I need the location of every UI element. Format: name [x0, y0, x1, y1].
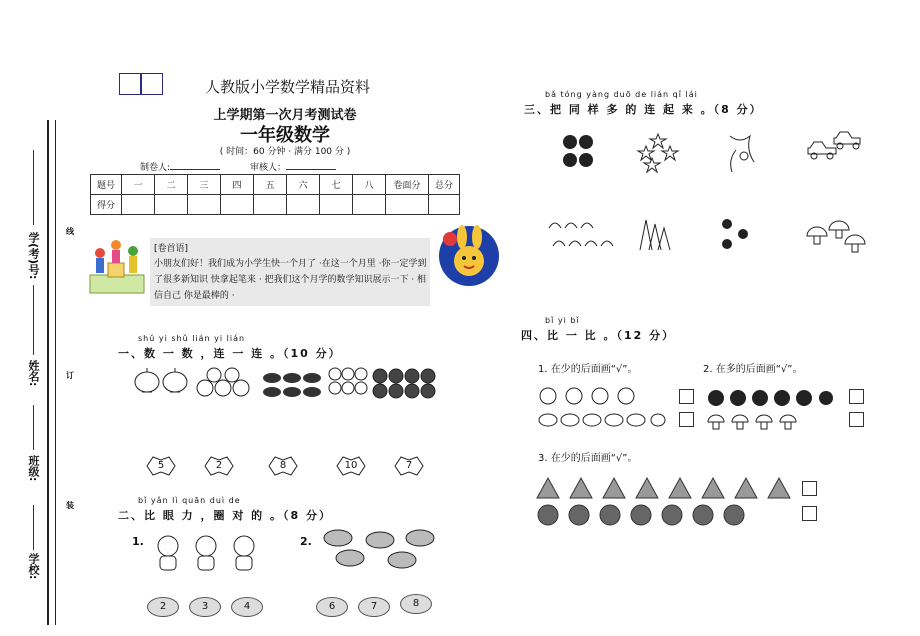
choice-oval-2[interactable]: 2	[147, 597, 179, 617]
section2-question-2: 2.	[300, 535, 312, 548]
children-illustration	[88, 233, 146, 295]
score-cell[interactable]	[122, 195, 155, 215]
binding-char-xian: 线	[66, 227, 74, 236]
reviewer-blank[interactable]	[286, 169, 336, 170]
makers-line	[140, 160, 366, 173]
site-title: 人教版小学数学精品资料	[205, 78, 371, 96]
score-header-cell: 总分	[429, 175, 460, 195]
class-label: 班级:	[27, 455, 40, 482]
seal-boxes	[119, 73, 163, 95]
triangle-circle-rows	[536, 476, 796, 528]
reviewer-label: 审核人：	[250, 163, 287, 173]
section2-pinyin: bǐ yǎn lì quān duì de	[138, 496, 241, 505]
score-header-cell: 卷面分	[386, 175, 429, 195]
score-cell[interactable]	[188, 195, 221, 215]
section3-title: 三、把 同 样 多 的 连 起 来 。（8 分）	[524, 103, 763, 116]
section1-picture-row	[130, 366, 470, 400]
section4-title: 四、比 一 比 。（12 分）	[521, 329, 676, 342]
score-cell[interactable]	[155, 195, 188, 215]
maker-label: 制卷人:	[140, 163, 171, 173]
score-header-cell: 七	[320, 175, 353, 195]
score-cell[interactable]	[386, 195, 429, 215]
number-card-8: 8	[279, 460, 287, 471]
score-cell[interactable]	[221, 195, 254, 215]
section1-pinyin: shǔ yi shǔ lián yi lián	[138, 334, 246, 343]
apple-group	[197, 368, 249, 396]
lantern-group	[135, 368, 187, 392]
binding-char-zhuang: 装	[66, 501, 74, 510]
score-table	[90, 174, 460, 215]
exam-title: 上学期第一次月考测试卷	[213, 108, 357, 123]
section2-title: 二、比 眼 力 ，圈 对 的 。（8 分）	[118, 509, 332, 522]
choice-oval-6[interactable]: 6	[316, 597, 348, 617]
choice-oval-8[interactable]: 8	[400, 594, 432, 614]
name-line	[33, 285, 34, 355]
score-cell[interactable]	[254, 195, 287, 215]
choice-oval-4[interactable]: 4	[231, 597, 263, 617]
number-card-10: 10	[344, 460, 358, 471]
rabbit-mascot-illustration	[438, 225, 500, 287]
answer-box-1b[interactable]	[679, 412, 694, 427]
answer-box-2b[interactable]	[849, 412, 864, 427]
section3-top-row	[560, 130, 880, 174]
score-header-cell: 五	[254, 175, 287, 195]
fish-group	[263, 373, 321, 397]
answer-box-1a[interactable]	[679, 389, 694, 404]
number-card-2: 2	[215, 460, 223, 471]
exam-note: ( 时间：60 分钟 · 满分 100 分 )	[219, 147, 351, 157]
section3-pinyin: bǎ tóng yàng duō de lián qǐ lái	[545, 90, 698, 99]
binding-char-ding: 订	[66, 371, 74, 380]
score-cell[interactable]	[320, 195, 353, 215]
score-header-cell: 六	[287, 175, 320, 195]
section4-pinyin: bǐ yi bǐ	[545, 316, 580, 325]
grade-title: 一年级数学	[240, 125, 330, 146]
football-group	[373, 369, 435, 398]
number-card-7: 7	[405, 460, 413, 471]
name-label: 姓名:	[27, 360, 40, 387]
score-header-cell: 二	[155, 175, 188, 195]
score-header-cell: 八	[353, 175, 386, 195]
class-line	[33, 405, 34, 450]
balloon-group	[329, 368, 367, 394]
section4-question-2: 2. 在多的后面画“√”。	[703, 364, 803, 375]
score-cell[interactable]	[429, 195, 460, 215]
answer-box-3a[interactable]	[802, 481, 817, 496]
apple-mushroom-rows	[704, 384, 834, 432]
choice-oval-7[interactable]: 7	[358, 597, 390, 617]
score-header-cell: 一	[122, 175, 155, 195]
score-row	[91, 195, 460, 215]
student-number-label: 学(考)号:	[27, 232, 40, 280]
prologue-title: [卷首语]	[154, 244, 189, 254]
answer-box-3b[interactable]	[802, 506, 817, 521]
prologue-text: 小朋友们好！我们成为小学生快一个月了 ·在这一个月里 ·你一定学到了很多新知识 快拿起笔来 · 把我们这个月学的数学知识展示一下 · 相信自己 你是最棒的 ·	[154, 259, 427, 301]
cat-picture-group	[148, 532, 268, 572]
score-header-row	[91, 175, 460, 195]
school-line	[33, 505, 34, 550]
section2-question-1: 1.	[132, 535, 144, 548]
hedgehog-picture-group	[310, 528, 450, 576]
section4-question-1: 1. 在少的后面画“√”。	[538, 364, 638, 375]
number-card-5: 5	[157, 460, 165, 471]
score-header-cell: 四	[221, 175, 254, 195]
score-row-label: 得分	[91, 195, 122, 215]
score-header-cell: 三	[188, 175, 221, 195]
score-cell[interactable]	[353, 195, 386, 215]
answer-box-2a[interactable]	[849, 389, 864, 404]
tiger-picture-rows	[536, 384, 666, 432]
section4-question-3: 3. 在少的后面画“√”。	[538, 453, 638, 464]
choice-oval-3[interactable]: 3	[189, 597, 221, 617]
section3-bottom-row	[545, 214, 875, 254]
score-header-cell: 题号	[91, 175, 122, 195]
school-label: 学校:	[27, 553, 40, 580]
maker-blank[interactable]	[170, 169, 220, 170]
section1-title: 一、数 一 数 ，连 一 连 。（10 分）	[118, 347, 342, 360]
binding-strip	[47, 120, 56, 625]
student-number-line	[33, 150, 34, 225]
score-cell[interactable]	[287, 195, 320, 215]
